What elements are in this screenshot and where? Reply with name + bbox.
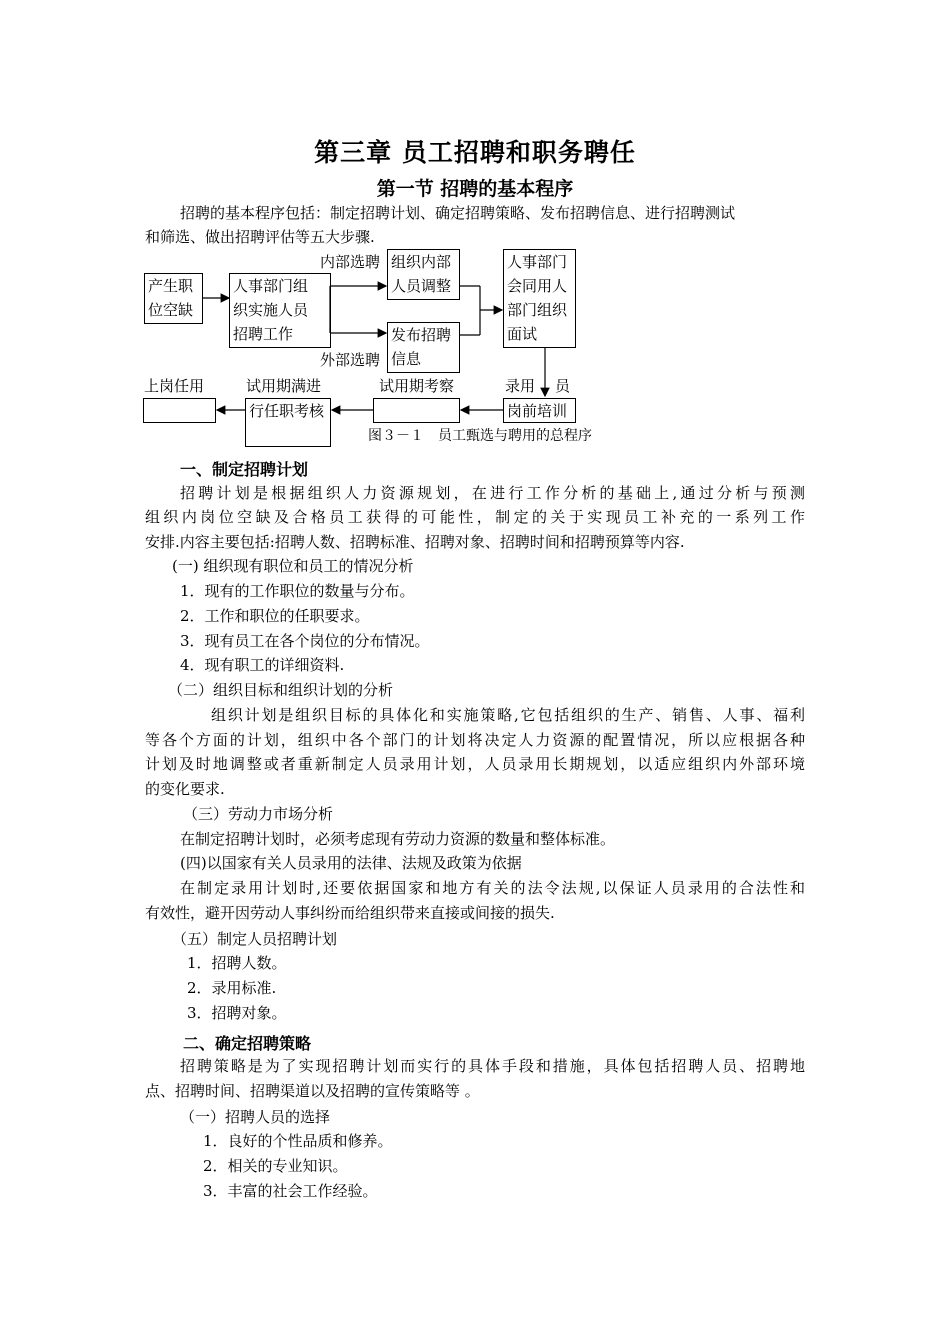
- box-pre-job-training: [503, 398, 576, 423]
- s1-sub3-title: （三）劳动力市场分析: [183, 805, 334, 823]
- s1-sub5-title: （五）制定人员招聘计划: [172, 930, 338, 948]
- box-internal-line-1: 组织内部: [391, 253, 452, 271]
- s1-sub2-line-2: 等各个方面的计划，组织中各个部门的计划将决定人力资源的配置情况，所以应根据各种: [145, 731, 805, 749]
- box-vacancy-line-1: 产生职: [148, 277, 194, 295]
- s1-sub1-item-2: 2．工作和职位的任职要求。: [180, 607, 370, 625]
- label-hire: 录用: [505, 377, 536, 395]
- box-training-text: 岗前培训: [507, 402, 568, 420]
- box-trial-review: [373, 398, 460, 423]
- s1-sub4-title: (四)以国家有关人员录用的法律、法规及政策为依据: [180, 854, 522, 872]
- box-hr-line-3: 招聘工作: [233, 325, 294, 343]
- s1-para-line-2: 组织内岗位空缺及合格员工获得的可能性，制定的关于实现员工补充的一系列工作: [145, 508, 805, 526]
- box-hr-line-1: 人事部门组: [233, 277, 309, 295]
- s2-para-line-2: 点、招聘时间、招聘渠道以及招聘的宣传策略等 。: [145, 1082, 480, 1100]
- s1-sub1-item-4: 4．现有职工的详细资料.: [180, 656, 345, 674]
- s2-sub1-item-3: 3．丰富的社会工作经验。: [203, 1182, 378, 1200]
- s1-sub5-item-3: 3．招聘对象。: [187, 1004, 287, 1022]
- s2-sub1-item-2: 2．相关的专业知识。: [203, 1157, 348, 1175]
- chapter-title: 第三章 员工招聘和职务聘任: [314, 138, 636, 167]
- box-appoint-review: [245, 398, 331, 447]
- box-vacancy: [144, 273, 203, 324]
- box-interview-line-1: 人事部门: [507, 253, 568, 271]
- box-interview-line-3: 部门组织: [507, 301, 568, 319]
- box-onboard: [143, 398, 216, 423]
- box-appoint-text: 行任职考核: [249, 402, 325, 420]
- box-vacancy-line-2: 位空缺: [148, 301, 194, 319]
- s1-sub1-item-3: 3．现有员工在各个岗位的分布情况。: [180, 632, 430, 650]
- label-onboard: 上岗任用: [144, 377, 205, 395]
- s1-sub5-item-1: 1．招聘人数。: [187, 954, 287, 972]
- section-title: 第一节 招聘的基本程序: [376, 178, 574, 200]
- box-interview-line-4: 面试: [507, 325, 538, 343]
- s1-sub2-line-3: 计划及时地调整或者重新制定人员录用计划，人员录用长期规划，以适应组织内外部环境: [145, 755, 805, 773]
- box-internal-line-2: 人员调整: [391, 277, 452, 295]
- box-publish-line-2: 信息: [391, 350, 422, 368]
- box-publish-line-1: 发布招聘: [391, 326, 452, 344]
- s1-sub2-line-4: 的变化要求.: [145, 780, 225, 798]
- s1-sub1-item-1: 1．现有的工作职位的数量与分布。: [180, 582, 415, 600]
- s1-sub3-para: 在制定招聘计划时，必须考虑现有劳动力资源的数量和整体标准。: [180, 830, 616, 848]
- s1-sub2-title: （二）组织目标和组织计划的分析: [168, 681, 394, 699]
- s1-para-line-1: 招聘计划是根据组织人力资源规划，在进行工作分析的基础上,通过分析与预测: [180, 484, 805, 502]
- box-interview: [503, 249, 576, 348]
- label-trial-review: 试用期考察: [379, 377, 455, 395]
- s2-para-line-1: 招聘策略是为了实现招聘计划而实行的具体手段和措施，具体包括招聘人员、招聘地: [180, 1057, 805, 1075]
- s2-sub1-item-1: 1．良好的个性品质和修养。: [203, 1132, 393, 1150]
- s1-para-line-3: 安排.内容主要包括:招聘人数、招聘标准、招聘对象、招聘时间和招聘预算等内容.: [145, 533, 685, 551]
- s2-sub1-title: （一）招聘人员的选择: [180, 1108, 331, 1126]
- box-interview-line-2: 会同用人: [507, 277, 568, 295]
- s1-sub4-line-2: 有效性，避开因劳动人事纠纷而给组织带来直接或间接的损失.: [145, 904, 555, 922]
- heading-recruit-strategy: 二、确定招聘策略: [183, 1034, 312, 1053]
- label-internal: 内部选聘: [320, 253, 381, 271]
- intro-line-2: 和筛选、做出招聘评估等五大步骤.: [145, 228, 375, 246]
- s1-sub1-title: (一) 组织现有职位和员工的情况分析: [172, 557, 414, 575]
- box-hr-organize: [229, 273, 331, 348]
- label-external: 外部选聘: [320, 351, 381, 369]
- box-hr-line-2: 织实施人员: [233, 301, 309, 319]
- s1-sub2-line-1: 组织计划是组织目标的具体化和实施策略,它包括组织的生产、销售、人事、福利: [211, 706, 805, 724]
- flowchart-connectors: [0, 0, 950, 460]
- s1-sub4-line-1: 在制定录用计划时,还要依据国家和地方有关的法令法规,以保证人员录用的合法性和: [180, 879, 805, 897]
- s1-sub5-item-2: 2．录用标准.: [187, 979, 277, 997]
- intro-line-1: 招聘的基本程序包括：制定招聘计划、确定招聘策略、发布招聘信息、进行招聘测试: [180, 204, 736, 222]
- figure-caption: 图３－１ 员工甄选与聘用的总程序: [368, 428, 592, 444]
- label-hire-tail: 员: [555, 377, 571, 395]
- box-publish-info: [387, 322, 460, 373]
- box-internal-adjust: [387, 249, 460, 300]
- heading-make-plan: 一、制定招聘计划: [180, 460, 309, 479]
- label-trial-full: 试用期满进: [246, 377, 322, 395]
